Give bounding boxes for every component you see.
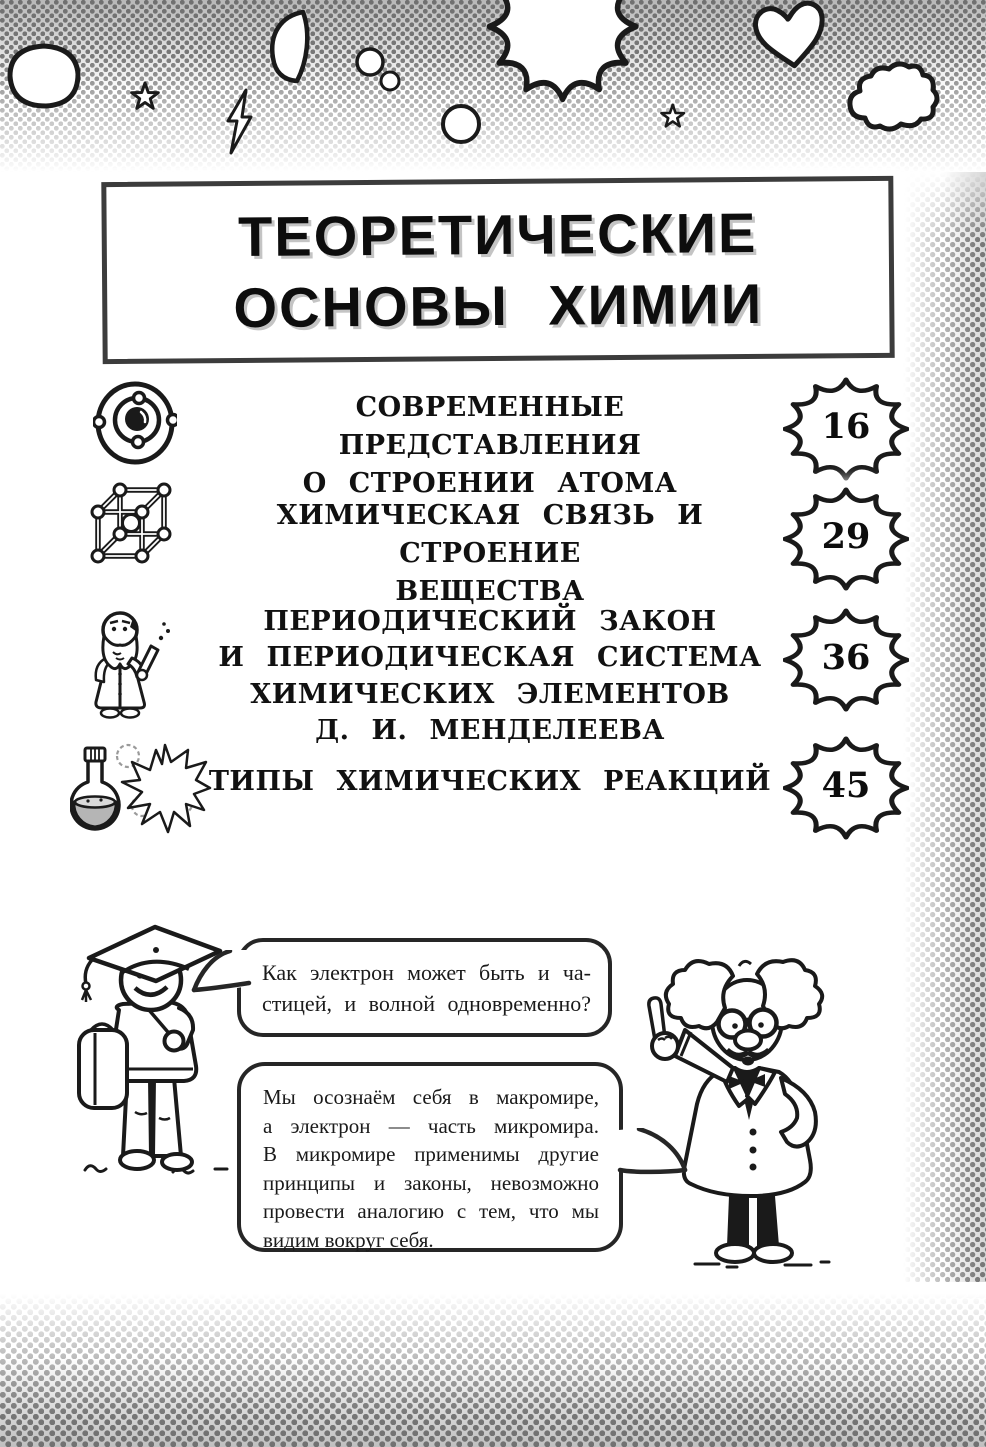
lightning-icon [228,90,251,153]
toc-line: ХИМИЧЕСКИХ ЭЛЕМЕНТОВ [250,678,730,710]
speech-bubble-tail [188,950,252,998]
page-number[interactable]: 36 [821,637,871,678]
circle-icon [443,106,479,142]
page-number[interactable]: 16 [821,406,871,447]
toc-entry-bonds[interactable] [200,497,780,611]
toc-line: ВЕЩЕСТВА [395,576,585,607]
page-number[interactable]: 29 [821,516,871,557]
small-star-icon [661,105,684,127]
explosion-burst [122,745,210,832]
professor-character [635,952,867,1270]
backpack [79,1030,127,1108]
teardrop-icon [272,12,307,81]
halftone-bottom-band [0,1282,986,1447]
toc-line: СОВРЕМЕННЫЕ ПРЕДСТАВЛЕНИЯ [338,392,642,461]
halftone-right-band [890,172,986,1298]
page-title: ОСНОВЫ ХИМИИ [233,271,764,340]
crystal-lattice-icon [86,476,172,568]
star-icon [132,83,159,108]
answer-line: Мы осознаём себя в макромире, [263,1085,599,1109]
bubble-icon [381,72,399,90]
question-line: Как электрон может быть и ча- [262,960,591,985]
answer-line: принципы и законы, невозможно [263,1170,599,1195]
toc-entry-reactions[interactable] [200,763,780,801]
toc-entry-periodic-law[interactable] [200,604,780,750]
flask-explosion-icon [70,740,220,837]
answer-line: видим вокруг себя. [263,1227,434,1252]
toc-line: Д. И. МЕНДЕЛЕЕВА [315,715,665,747]
speech-bubble-answer [237,1062,623,1252]
answer-line: провести аналогию с тем, что мы [263,1199,599,1224]
toc-line: О СТРОЕНИИ АТОМА [302,468,678,499]
question-line: стицей, и волной одновременно? [262,991,591,1016]
answer-line: а электрон — часть микромира. [263,1113,599,1138]
atom-icon [93,378,177,466]
speech-bubble-question [237,938,612,1037]
toc-line: ПЕРИОДИЧЕСКИЙ ЗАКОН [263,606,717,637]
cloud-icon [850,64,937,129]
chapter-title-box [101,176,894,364]
toc-entry-atom[interactable] [200,389,780,503]
page-title: ТЕОРЕТИЧЕСКИЕ [237,200,758,269]
speech-bubble-tail [617,1128,691,1182]
answer-line: В микромире применимы другие [263,1142,599,1167]
toc-line: И ПЕРИОДИЧЕСКАЯ СИСТЕМА [218,642,762,674]
mendeleev-icon [80,600,188,722]
blob-icon [10,46,78,106]
toc-line: ХИМИЧЕСКАЯ СВЯЗЬ И СТРОЕНИЕ [276,500,704,569]
page-number[interactable]: 45 [821,765,871,806]
bubble-icon [357,49,383,75]
starburst-icon [489,0,635,99]
halftone-top-band [0,0,986,178]
heart-icon [753,1,828,70]
toc-line: ТИПЫ ХИМИЧЕСКИХ РЕАКЦИЙ [208,766,772,797]
